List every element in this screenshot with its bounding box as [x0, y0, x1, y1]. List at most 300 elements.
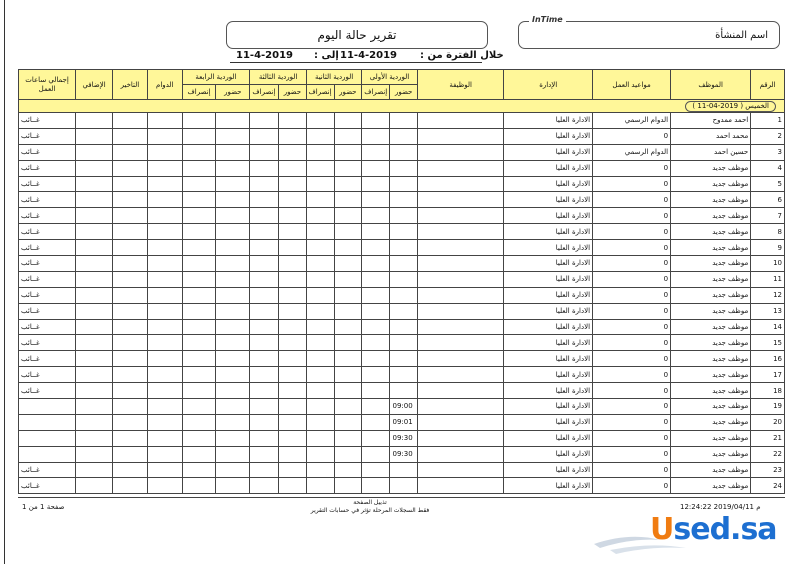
row-attendance — [147, 319, 182, 335]
row-shift3-in — [278, 256, 306, 272]
row-employee: موظف جديد — [671, 303, 751, 319]
row-schedule: 0 — [593, 351, 671, 367]
row-shift4-out — [182, 430, 216, 446]
row-shift3-in — [278, 446, 306, 462]
row-number: 6 — [751, 192, 785, 208]
row-schedule: 0 — [593, 303, 671, 319]
row-shift2-in — [334, 128, 361, 144]
org-name: اسم المنشأة — [715, 30, 768, 41]
row-shift4-out — [182, 351, 216, 367]
row-shift3-in — [278, 367, 306, 383]
row-schedule: 0 — [593, 383, 671, 399]
row-shift3-in — [278, 192, 306, 208]
row-shift3-in — [278, 335, 306, 351]
row-schedule: الدوام الرسمي — [593, 144, 671, 160]
table-row — [19, 446, 785, 462]
row-shift2-in — [334, 319, 361, 335]
row-delay — [113, 224, 148, 240]
row-delay — [113, 113, 148, 129]
row-department: الادارة العليا — [504, 224, 593, 240]
row-total: غــائب — [19, 160, 76, 176]
row-shift4-out — [182, 399, 216, 415]
row-delay — [113, 208, 148, 224]
shift3-out-header: إنصراف — [250, 85, 279, 100]
row-shift3-in — [278, 160, 306, 176]
row-shift4-in — [216, 128, 250, 144]
row-overtime — [76, 446, 113, 462]
shift1-in-header: حضور — [390, 85, 417, 100]
row-department: الادارة العليا — [504, 160, 593, 176]
row-shift2-in — [334, 224, 361, 240]
row-employee: موظف جديد — [671, 208, 751, 224]
row-shift1-in — [390, 113, 417, 129]
row-total: غــائب — [19, 478, 76, 494]
row-shift3-out — [250, 383, 279, 399]
row-shift1-out — [362, 192, 390, 208]
row-schedule: 0 — [593, 192, 671, 208]
row-employee: احمد ممدوح — [671, 113, 751, 129]
row-shift2-in — [334, 256, 361, 272]
row-shift2-in — [334, 160, 361, 176]
row-number: 4 — [751, 160, 785, 176]
row-shift4-out — [182, 383, 216, 399]
row-shift4-out — [182, 271, 216, 287]
row-schedule: 0 — [593, 160, 671, 176]
row-shift4-in — [216, 399, 250, 415]
row-shift3-out — [250, 192, 279, 208]
col-shift4-header: الوردية الرابعة — [182, 70, 250, 85]
row-employee: موظف جديد — [671, 351, 751, 367]
row-department: الادارة العليا — [504, 240, 593, 256]
row-shift1-out — [362, 128, 390, 144]
row-shift1-out — [362, 399, 390, 415]
row-shift4-in — [216, 113, 250, 129]
row-shift4-in — [216, 224, 250, 240]
row-shift1-out — [362, 383, 390, 399]
row-number: 19 — [751, 399, 785, 415]
watermark-logo — [650, 512, 777, 547]
row-shift2-out — [307, 192, 334, 208]
row-shift2-in — [334, 113, 361, 129]
table-header-row — [19, 70, 785, 85]
row-shift4-out — [182, 208, 216, 224]
row-number: 10 — [751, 256, 785, 272]
row-job — [417, 462, 504, 478]
row-shift1-out — [362, 446, 390, 462]
row-shift4-out — [182, 192, 216, 208]
row-department: الادارة العليا — [504, 128, 593, 144]
row-total — [19, 430, 76, 446]
date-group-row — [19, 100, 785, 113]
row-schedule: 0 — [593, 176, 671, 192]
row-shift1-in — [390, 160, 417, 176]
row-number: 14 — [751, 319, 785, 335]
table-row — [19, 303, 785, 319]
row-attendance — [147, 160, 182, 176]
row-shift1-out — [362, 113, 390, 129]
row-job — [417, 224, 504, 240]
row-employee: موظف جديد — [671, 192, 751, 208]
row-shift2-out — [307, 160, 334, 176]
row-delay — [113, 303, 148, 319]
row-employee: محمد احمد — [671, 128, 751, 144]
row-employee: موظف جديد — [671, 335, 751, 351]
row-shift4-in — [216, 414, 250, 430]
period-from-date: 11-4-2019 — [340, 50, 398, 61]
row-job — [417, 208, 504, 224]
row-schedule: 0 — [593, 335, 671, 351]
row-job — [417, 383, 504, 399]
row-number: 15 — [751, 335, 785, 351]
row-shift2-out — [307, 430, 334, 446]
row-total — [19, 399, 76, 415]
row-number: 11 — [751, 271, 785, 287]
row-overtime — [76, 367, 113, 383]
table-row — [19, 351, 785, 367]
row-total: غــائب — [19, 335, 76, 351]
period-label: خلال الفترة من : — [420, 50, 504, 61]
row-department: الادارة العليا — [504, 335, 593, 351]
row-attendance — [147, 287, 182, 303]
row-shift2-out — [307, 462, 334, 478]
row-shift2-out — [307, 287, 334, 303]
row-department: الادارة العليا — [504, 113, 593, 129]
row-department: الادارة العليا — [504, 367, 593, 383]
row-shift1-out — [362, 256, 390, 272]
row-total: غــائب — [19, 113, 76, 129]
row-number: 1 — [751, 113, 785, 129]
table-row — [19, 399, 785, 415]
row-shift3-out — [250, 113, 279, 129]
row-shift1-in — [390, 208, 417, 224]
row-total: غــائب — [19, 462, 76, 478]
row-number: 5 — [751, 176, 785, 192]
row-total: غــائب — [19, 176, 76, 192]
row-attendance — [147, 128, 182, 144]
row-schedule: 0 — [593, 478, 671, 494]
col-shift3-header: الوردية الثالثة — [250, 70, 307, 85]
row-shift3-out — [250, 414, 279, 430]
row-employee: موظف جديد — [671, 462, 751, 478]
report-title: تقرير حالة اليوم — [317, 28, 397, 42]
row-shift1-in — [390, 144, 417, 160]
row-total: غــائب — [19, 287, 76, 303]
row-shift3-out — [250, 208, 279, 224]
table-row — [19, 414, 785, 430]
row-shift3-in — [278, 128, 306, 144]
row-overtime — [76, 160, 113, 176]
row-delay — [113, 271, 148, 287]
row-shift1-out — [362, 160, 390, 176]
row-job — [417, 351, 504, 367]
row-shift4-out — [182, 446, 216, 462]
col-schedule-header: مواعيد العمل — [593, 70, 671, 100]
row-shift1-out — [362, 208, 390, 224]
col-job-header: الوظيفة — [417, 70, 504, 100]
row-shift2-in — [334, 335, 361, 351]
row-shift3-out — [250, 240, 279, 256]
row-total — [19, 414, 76, 430]
row-shift4-out — [182, 113, 216, 129]
row-shift3-in — [278, 208, 306, 224]
row-shift2-in — [334, 414, 361, 430]
row-number: 24 — [751, 478, 785, 494]
row-attendance — [147, 335, 182, 351]
attendance-table — [18, 69, 785, 494]
table-row — [19, 383, 785, 399]
table-row — [19, 478, 785, 494]
row-shift4-out — [182, 144, 216, 160]
table-row — [19, 462, 785, 478]
row-job — [417, 256, 504, 272]
row-shift2-in — [334, 271, 361, 287]
row-shift4-in — [216, 335, 250, 351]
row-delay — [113, 430, 148, 446]
row-shift2-out — [307, 303, 334, 319]
row-shift2-in — [334, 351, 361, 367]
row-shift3-out — [250, 256, 279, 272]
row-shift2-out — [307, 414, 334, 430]
row-shift3-in — [278, 430, 306, 446]
row-overtime — [76, 192, 113, 208]
row-shift2-out — [307, 399, 334, 415]
row-delay — [113, 446, 148, 462]
row-delay — [113, 399, 148, 415]
table-row — [19, 144, 785, 160]
row-schedule: 0 — [593, 208, 671, 224]
row-shift3-in — [278, 462, 306, 478]
row-employee: موظف جديد — [671, 446, 751, 462]
row-employee: موظف جديد — [671, 256, 751, 272]
row-shift3-in — [278, 287, 306, 303]
row-number: 18 — [751, 383, 785, 399]
col-shift2-header: الوردية الثانية — [307, 70, 362, 85]
row-shift4-out — [182, 462, 216, 478]
row-shift4-in — [216, 430, 250, 446]
row-shift3-in — [278, 383, 306, 399]
row-shift1-in — [390, 271, 417, 287]
row-job — [417, 446, 504, 462]
period-underline — [230, 62, 482, 63]
row-shift2-in — [334, 367, 361, 383]
row-job — [417, 367, 504, 383]
row-attendance — [147, 351, 182, 367]
table-row — [19, 271, 785, 287]
row-attendance — [147, 367, 182, 383]
row-attendance — [147, 383, 182, 399]
row-overtime — [76, 319, 113, 335]
row-shift3-out — [250, 271, 279, 287]
row-shift1-in: 09:30 — [390, 446, 417, 462]
row-attendance — [147, 462, 182, 478]
row-overtime — [76, 303, 113, 319]
row-shift1-in — [390, 176, 417, 192]
row-shift1-out — [362, 240, 390, 256]
row-shift1-out — [362, 144, 390, 160]
row-employee: موظف جديد — [671, 367, 751, 383]
row-shift1-out — [362, 287, 390, 303]
table-row — [19, 176, 785, 192]
row-shift3-in — [278, 414, 306, 430]
row-overtime — [76, 176, 113, 192]
row-delay — [113, 160, 148, 176]
row-total: غــائب — [19, 303, 76, 319]
row-job — [417, 113, 504, 129]
row-overtime — [76, 208, 113, 224]
row-job — [417, 160, 504, 176]
row-delay — [113, 414, 148, 430]
row-department: الادارة العليا — [504, 446, 593, 462]
row-shift1-out — [362, 271, 390, 287]
row-employee: موظف جديد — [671, 271, 751, 287]
row-job — [417, 192, 504, 208]
row-delay — [113, 367, 148, 383]
row-attendance — [147, 113, 182, 129]
brand-label: InTime — [529, 15, 566, 24]
row-employee: موظف جديد — [671, 176, 751, 192]
row-shift1-in — [390, 478, 417, 494]
row-shift2-out — [307, 256, 334, 272]
row-shift1-in — [390, 128, 417, 144]
row-delay — [113, 319, 148, 335]
row-shift4-in — [216, 176, 250, 192]
row-shift4-out — [182, 319, 216, 335]
row-delay — [113, 256, 148, 272]
row-total: غــائب — [19, 383, 76, 399]
footer-note-text: فقط السجلات المرحلة تؤثر في حسابات التقرير — [310, 507, 430, 514]
row-shift2-out — [307, 113, 334, 129]
row-delay — [113, 351, 148, 367]
row-shift2-in — [334, 446, 361, 462]
row-shift3-in — [278, 113, 306, 129]
table-row — [19, 367, 785, 383]
row-shift4-out — [182, 128, 216, 144]
row-employee: موظف جديد — [671, 224, 751, 240]
row-department: الادارة العليا — [504, 208, 593, 224]
row-overtime — [76, 287, 113, 303]
row-shift1-in — [390, 224, 417, 240]
row-total: غــائب — [19, 224, 76, 240]
row-shift1-in — [390, 383, 417, 399]
row-department: الادارة العليا — [504, 144, 593, 160]
row-job — [417, 128, 504, 144]
shift4-in-header: حضور — [216, 85, 250, 100]
footer-divider — [18, 497, 785, 498]
row-attendance — [147, 240, 182, 256]
row-shift1-in — [390, 319, 417, 335]
row-shift4-out — [182, 414, 216, 430]
row-overtime — [76, 430, 113, 446]
row-employee: موظف جديد — [671, 160, 751, 176]
row-schedule: 0 — [593, 271, 671, 287]
row-shift3-out — [250, 176, 279, 192]
row-shift2-in — [334, 192, 361, 208]
row-shift4-in — [216, 446, 250, 462]
row-shift1-out — [362, 224, 390, 240]
col-num-header: الرقم — [751, 70, 785, 100]
row-schedule: 0 — [593, 414, 671, 430]
row-employee: موظف جديد — [671, 287, 751, 303]
row-attendance — [147, 478, 182, 494]
row-shift2-out — [307, 367, 334, 383]
row-employee: حسين احمد — [671, 144, 751, 160]
row-shift4-out — [182, 303, 216, 319]
row-shift1-in — [390, 351, 417, 367]
row-shift2-out — [307, 478, 334, 494]
col-employee-header: الموظف — [671, 70, 751, 100]
row-total: غــائب — [19, 271, 76, 287]
row-attendance — [147, 414, 182, 430]
row-shift4-in — [216, 271, 250, 287]
footer-note — [270, 499, 470, 515]
row-shift4-in — [216, 383, 250, 399]
row-shift4-in — [216, 319, 250, 335]
row-overtime — [76, 128, 113, 144]
row-employee: موظف جديد — [671, 414, 751, 430]
row-job — [417, 303, 504, 319]
table-row — [19, 160, 785, 176]
row-shift2-out — [307, 224, 334, 240]
footer-note-title: تذييل الصفحة — [353, 499, 387, 506]
row-number: 22 — [751, 446, 785, 462]
row-attendance — [147, 446, 182, 462]
row-shift1-in — [390, 256, 417, 272]
row-shift3-in — [278, 176, 306, 192]
row-job — [417, 271, 504, 287]
table-row — [19, 319, 785, 335]
row-shift2-in — [334, 208, 361, 224]
row-shift4-in — [216, 367, 250, 383]
row-total: غــائب — [19, 208, 76, 224]
row-shift1-out — [362, 319, 390, 335]
table-row — [19, 113, 785, 129]
row-shift2-in — [334, 303, 361, 319]
row-overtime — [76, 144, 113, 160]
row-shift3-in — [278, 271, 306, 287]
row-overtime — [76, 399, 113, 415]
row-attendance — [147, 192, 182, 208]
row-shift2-in — [334, 176, 361, 192]
row-delay — [113, 176, 148, 192]
row-department: الادارة العليا — [504, 319, 593, 335]
row-shift3-out — [250, 128, 279, 144]
row-job — [417, 430, 504, 446]
row-shift1-out — [362, 367, 390, 383]
print-timestamp: 12:24:22 2019/04/11 م — [680, 503, 761, 511]
row-total: غــائب — [19, 351, 76, 367]
row-job — [417, 319, 504, 335]
row-shift2-out — [307, 335, 334, 351]
row-number: 20 — [751, 414, 785, 430]
row-number: 9 — [751, 240, 785, 256]
row-shift1-in — [390, 240, 417, 256]
row-employee: موظف جديد — [671, 240, 751, 256]
row-schedule: 0 — [593, 399, 671, 415]
table-row — [19, 208, 785, 224]
row-schedule: الدوام الرسمي — [593, 113, 671, 129]
shift2-in-header: حضور — [334, 85, 361, 100]
row-schedule: 0 — [593, 256, 671, 272]
row-overtime — [76, 113, 113, 129]
row-shift2-in — [334, 478, 361, 494]
row-shift4-out — [182, 367, 216, 383]
row-shift3-out — [250, 399, 279, 415]
row-shift3-out — [250, 319, 279, 335]
row-shift3-out — [250, 144, 279, 160]
row-number: 21 — [751, 430, 785, 446]
row-shift4-out — [182, 287, 216, 303]
row-department: الادارة العليا — [504, 176, 593, 192]
